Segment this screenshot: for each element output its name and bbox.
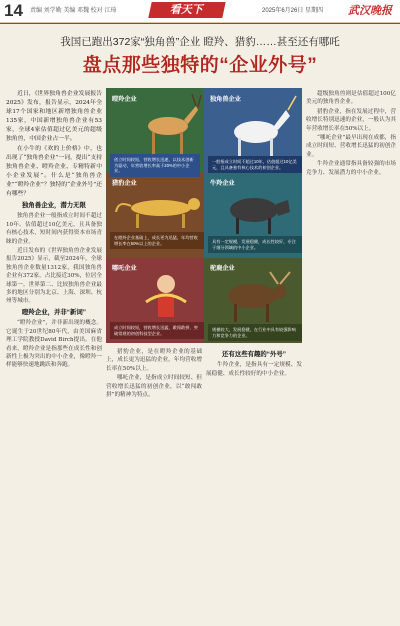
paragraph: “瞪羚企业”，并非新出现的概念。它诞生于20世纪80年代，由美国麻省理工学院教授David Birch提出。在他看来，瞪羚企业是指那些在成长性和创新性上极为突出的中小企业，像瞪羚一样能够快速地跳跃和奔跑。 xyxy=(6,320,102,369)
unicorn-label: 独角兽企业 xyxy=(210,96,241,103)
gazelle-label: 瞪羚企业 xyxy=(112,96,137,103)
editor-credits: 责编 刘学勤 美编 邓魏 校对 江琦 xyxy=(30,8,117,14)
moose-label: 驼鹿企业 xyxy=(210,265,235,272)
newspaper-masthead: 武汉晚报 xyxy=(348,4,392,17)
section-heading: 瞪羚企业，并非“新词” xyxy=(22,308,86,316)
issue-date: 2025年6月26日 星期四 xyxy=(262,8,324,14)
infographic-animals xyxy=(106,88,302,343)
paragraph: 超级独角兽则是估值超过100亿美元的独角兽企业。 xyxy=(306,91,396,106)
nezha-caption: 成立时间较短，营收增长迅猛，敢闯敢拼、突破常规的初创科技型企业。 xyxy=(110,322,204,339)
intro-paragraph-2: 在小牛的《欢的上价格》中，也出现了“独角兽企业”一词，提出“支持独角兽企业、瞪羚企业、专精特新中小企业发展”。什么是“独角兽企业”“瞪羚企业”？独特的“企业外号”还有哪些？ xyxy=(6,146,102,197)
paragraph: 哪吒企业，是指成立时间较短、但营收增长迅猛的初创企业，以“敢闯敢拼”的精神为特点。 xyxy=(106,375,202,399)
right-column xyxy=(306,90,396,620)
wildebeest-label: 牛羚企业 xyxy=(210,180,235,187)
unicorn-caption: 一般指成立时间不超过10年，估值超过10亿美元，且具备独有核心技术的初创企业。 xyxy=(208,156,302,173)
page-number: 14 xyxy=(4,1,23,20)
paragraph: 独角兽企业一般指成立时间不超过10年、估值超过10亿美元，且具备独有核心技术，短时间内获得资本市场青睐的企业。 xyxy=(6,213,102,245)
middle-column-left xyxy=(106,348,202,620)
paragraph: 牛羚企业通常指具备较强的市场竞争力、发展潜力的中小企业。 xyxy=(306,161,396,176)
paragraph: 近日发布的《世界独角兽企业发展报告2025》显示，截至2024年，全球独角兽企业数量1312家，我国独角兽企业有372家，占比接近30%，位居全球第一。世界第二、比较独角兽企业最多的地区分别为北京、上海、深圳、杭州等城市。 xyxy=(6,248,102,305)
paragraph: 猎豹企业，指在发展过程中，营收增长特别迅速的企业，一般认为其年营收增长率在50%以上。 xyxy=(306,108,396,132)
intro-paragraph: 近日，《世界独角兽企业发展报告2025》发布，报告显示，2024年全球17个国家和地区新增独角兽企业135家，中国新增独角兽企业有53家，全球4家估值超过亿美元的超级独角兽，中国企业占一半。 xyxy=(6,91,102,142)
cheetah-label: 猎豹企业 xyxy=(112,180,137,187)
cheetah-caption: 在瞪羚企业基础上，成长更为迅猛，年均营收增长率在50%以上的企业。 xyxy=(110,232,204,249)
infographic-background xyxy=(106,88,302,343)
nezha-label: 哪吒企业 xyxy=(112,265,137,272)
left-column xyxy=(6,90,102,620)
section-heading: 独角兽企业，潜力无限 xyxy=(22,202,86,209)
paragraph: “哪吒企业”最早出现在成都，指成立时间短、营收增长迅猛的初创企业。 xyxy=(306,135,396,158)
column-tag: 看天下 xyxy=(148,2,225,18)
section-heading: 还有这些有趣的“外号” xyxy=(222,351,286,358)
page-header-bar xyxy=(0,0,400,23)
gazelle-caption: 创立时间较短，营收增长迅速，以技术创新为驱动，年营收增长率高于20%的中小企业。 xyxy=(110,154,200,177)
wildebeest-caption: 具有一定规模，发展稳健，成长性较好，专注于细分领域的中小企业。 xyxy=(208,236,302,253)
moose-caption: 规模较大，发展稳健，在行业中具有较强影响力和竞争力的企业。 xyxy=(208,324,302,341)
article-headline: 盘点那些独特的“企业外号” xyxy=(82,55,318,76)
middle-column-right xyxy=(206,348,302,620)
paragraph: 牛羚企业，是指具有一定规模、发展稳健、成长性较好的中小企业。 xyxy=(206,362,302,377)
article-subtitle: 我国已跑出372家“独角兽”企业 瞪羚、猎豹……甚至还有哪吒 xyxy=(60,36,340,48)
header-rule xyxy=(0,23,400,24)
paragraph: 猎豹企业，是在瞪羚企业的基础上，成长更为迅猛的企业，年均营收增长率在50%以上。 xyxy=(106,349,202,372)
